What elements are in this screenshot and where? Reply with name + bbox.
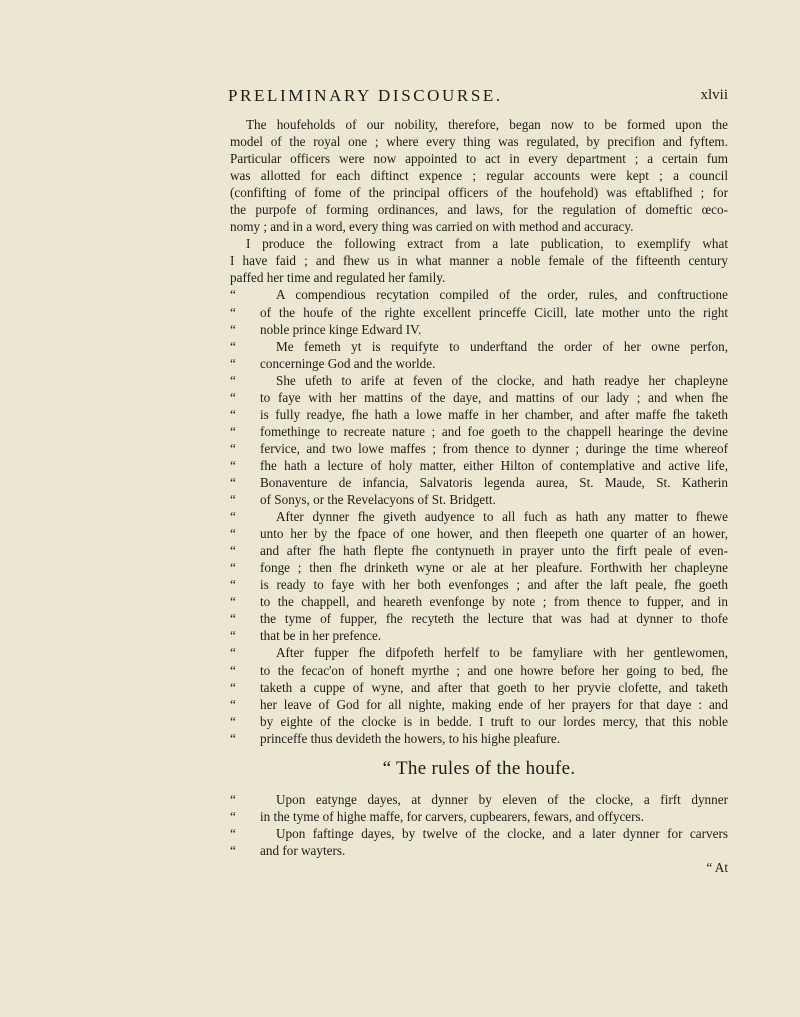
text-line [230, 542, 728, 559]
quote-mark: “ [230, 842, 236, 858]
text-line [230, 842, 728, 859]
text-line [230, 321, 728, 338]
running-header [228, 86, 728, 110]
text-line [230, 559, 728, 576]
text-line [230, 423, 728, 440]
quote-mark: “ [230, 825, 236, 841]
line-text: that be in her prefence. [260, 628, 382, 644]
text-line [230, 576, 728, 593]
text-line: Particular officers were now appointed to act in every department ; a certain fum [230, 151, 728, 167]
line-text: fonge ; then fhe drinketh wyne or ale at her pleafure. Forthwith her chapleyne [260, 560, 728, 576]
quote-mark: “ [230, 457, 236, 473]
text-line [230, 730, 728, 747]
quote-mark: “ [230, 338, 236, 354]
quote-mark: “ [230, 440, 236, 456]
line-text: of the houfe of the righte excellent princeffe Cicill, late mother unto the right [260, 304, 728, 320]
quote-mark: “ [230, 679, 236, 695]
text-line [230, 508, 728, 525]
quote-mark: “ [230, 696, 236, 712]
text-line [230, 406, 728, 423]
quote-person-paragraph [230, 338, 728, 372]
line-text: is fully readye, fhe hath a lowe maffe in her chamber, and after maffe fhe taketh [260, 406, 728, 422]
line-text: to the chappell, and heareth evenfonge by note ; from thence to fupper, and in [260, 594, 728, 610]
quote-mark: “ [230, 543, 236, 559]
line-text: A compendious recytation compiled of the order, rules, and conftructione [276, 287, 728, 303]
line-text: Me femeth yt is requifyte to underftand the order of her owne perfon, [276, 338, 728, 354]
line-text: fomethinge to recreate nature ; and foe goeth to the chappell hearinge the devine [260, 423, 728, 439]
quote-mark: “ [230, 287, 236, 303]
running-title: PRELIMINARY DISCOURSE. [228, 86, 503, 105]
text-line [230, 491, 728, 508]
text-line [230, 474, 728, 491]
text-line [230, 610, 728, 627]
quote-mark: “ [230, 355, 236, 371]
text-line: (confifting of fome of the principal officers of the houfehold) was eftablifhed ; for [230, 185, 728, 201]
text-line [230, 713, 728, 730]
text-line: I produce the following extract from a late publication, to exemplify what [246, 236, 728, 252]
text-line: nomy ; and in a word, every thing was carried on with method and accuracy. [230, 219, 634, 235]
text-line [230, 825, 728, 842]
quote-mark: “ [230, 611, 236, 627]
text-line [230, 389, 728, 406]
text-line [230, 627, 728, 644]
quote-mark: “ [230, 389, 236, 405]
line-text: Bonaventure de infancia, Salvatoris legenda aurea, St. Maude, St. Katherin [260, 474, 728, 490]
text-line: I have faid ; and fhew us in what manner a noble female of the fifteenth century [230, 253, 728, 269]
line-text: is ready to faye with her both evenfonges ; and after the laft peale, fhe goeth [260, 577, 728, 593]
quote-mark: “ [230, 423, 236, 439]
line-text: of Sonys, or the Revelacyons of St. Bridgett. [260, 492, 496, 508]
line-text: fervice, and two lowe maffes ; from thence to dynner ; duringe the time whereof [260, 440, 728, 456]
quote-mark: “ [230, 808, 236, 824]
text-line [230, 808, 728, 825]
text-line [230, 644, 728, 661]
quote-mark: “ [230, 526, 236, 542]
quote-mark: “ [230, 372, 236, 388]
line-text: taketh a cuppe of wyne, and after that goeth to her pryvie clofette, and taketh [260, 679, 728, 695]
text-line: the purpofe of forming ordinances, and laws, for the regulation of domeftic œco- [230, 202, 728, 218]
quote-mark: “ [230, 492, 236, 508]
line-text: princeffe thus devideth the howers, to his highe pleafure. [260, 730, 561, 746]
quote-mark: “ [230, 577, 236, 593]
text-line: model of the royal one ; where every thing was regulated, by precifion and fyftem. [230, 134, 728, 150]
paragraph-2 [230, 235, 728, 286]
line-text: Upon faftinge dayes, by twelve of the clocke, and a later dynner for carvers [276, 825, 728, 841]
line-text: fhe hath a lecture of holy matter, either Hilton of contemplative and active life, [260, 457, 728, 473]
quote-eating-days-paragraph [230, 791, 728, 825]
quote-mark: “ [230, 791, 236, 807]
text-line [230, 662, 728, 679]
text-line [230, 791, 728, 808]
catchword: “ At [706, 859, 728, 875]
text-line [230, 286, 728, 303]
text-line [230, 525, 728, 542]
line-text: Upon eatynge dayes, at dynner by eleven of the clocke, a firft dynner [276, 791, 728, 807]
line-text: in the tyme of highe maffe, for carvers, cupbearers, fewars, and offycers. [260, 808, 644, 824]
text-line [230, 457, 728, 474]
line-text: and for wayters. [260, 842, 346, 858]
line-text: her leave of God for all nighte, making ende of her prayers for that daye : and [260, 696, 728, 712]
line-text: After dynner fhe giveth audyence to all fuch as hath any matter to fhewe [276, 509, 728, 525]
quote-mark: “ [230, 645, 236, 661]
line-text: She ufeth to arife at feven of the clocke, and hath readye her chapleyne [276, 372, 728, 388]
text-line [230, 679, 728, 696]
page-number: xlvii [700, 87, 728, 103]
quote-mark: “ [230, 594, 236, 610]
page-body [230, 116, 728, 876]
quote-evening-paragraph [230, 644, 728, 746]
quote-mark: “ [230, 730, 236, 746]
text-line: was allotted for each diftinct expence ; regular accounts were kept ; a council [230, 168, 728, 184]
quote-mark: “ [230, 321, 236, 337]
line-text: the tyme of fupper, fhe recyteth the lecture that was had at dynner to thofe [260, 611, 728, 627]
text-line [230, 338, 728, 355]
quote-afternoon-paragraph [230, 508, 728, 644]
quote-fasting-days-paragraph [230, 825, 728, 859]
line-text: unto her by the fpace of one hower, and then fleepeth one quarter of an hower, [260, 526, 728, 542]
quote-title-paragraph [230, 286, 728, 337]
text-line: paffed her time and regulated her family. [230, 270, 446, 286]
quote-mark: “ [230, 406, 236, 422]
line-text: and after fhe hath flepte fhe contynueth in prayer unto the firft peale of even- [260, 543, 728, 559]
line-text: to the fecac'on of honeft myrthe ; and one howre before her going to bed, fhe [260, 662, 728, 678]
line-text: by eighte of the clocke is in bedde. I truft to our lordes mercy, that this noble [260, 713, 728, 729]
section-heading: “ The rules of the houfe. [382, 757, 576, 779]
text-line [230, 440, 728, 457]
quote-mark: “ [230, 628, 236, 644]
quote-morning-paragraph [230, 372, 728, 508]
text-line [230, 593, 728, 610]
text-line: The houfeholds of our nobility, therefore, began now to be formed upon the [246, 117, 728, 132]
quote-mark: “ [230, 304, 236, 320]
quote-mark: “ [230, 474, 236, 490]
line-text: After fupper fhe difpofeth herfelf to be famyliare with her gentlewomen, [276, 645, 728, 661]
line-text: to faye with her mattins of the daye, and mattins of our lady ; and when fhe [260, 389, 728, 405]
paragraph-1 [230, 116, 728, 235]
line-text: concerninge God and the worlde. [260, 355, 436, 371]
quote-mark: “ [230, 560, 236, 576]
line-text: noble prince kinge Edward IV. [260, 321, 422, 337]
text-line [230, 372, 728, 389]
quote-mark: “ [230, 713, 236, 729]
text-line [230, 304, 728, 321]
quote-mark: “ [230, 662, 236, 678]
text-line [230, 355, 728, 372]
quote-mark: “ [230, 509, 236, 525]
text-line [230, 696, 728, 713]
